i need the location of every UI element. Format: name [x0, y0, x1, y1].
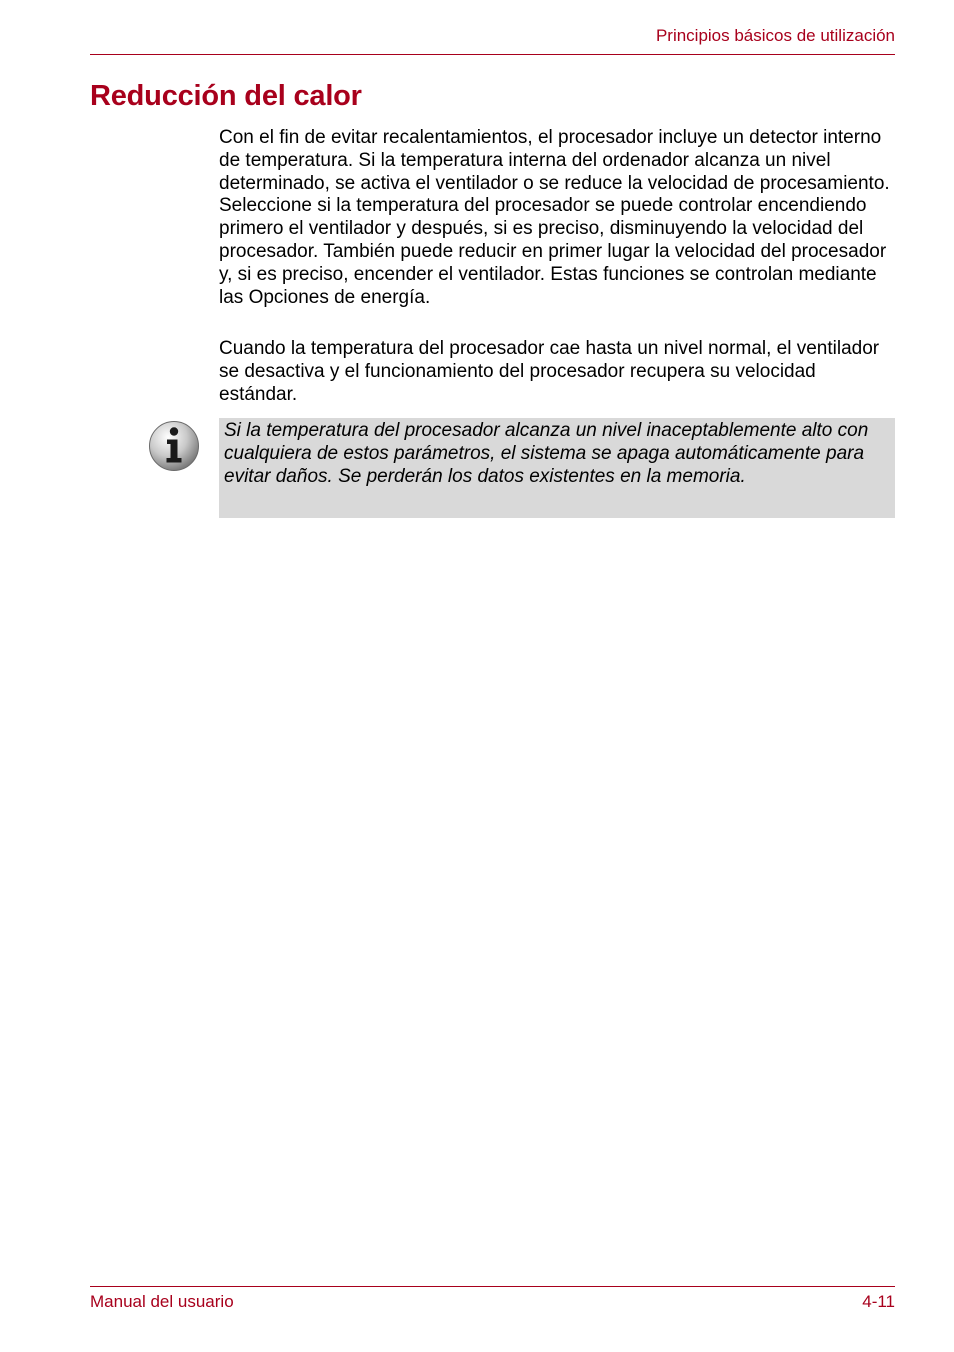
header-chapter-title: Principios básicos de utilización [655, 26, 895, 45]
section-title: Reducción del calor [90, 80, 362, 112]
note-box [219, 418, 895, 518]
header-divider [90, 54, 895, 55]
body-paragraph-1: Con el fin de evitar recalentamientos, el procesador incluye un detector interno de temperatura. Si la temperatura interna del ordenador alcanza un nivel determinado, se activa el ventilador o se reduce la velocidad de procesamiento. Seleccione si la temperatura del procesador se puede controlar encendiendo primero el ventilador y después, si es preciso, disminuyendo la velocidad del procesador. También puede reducir en primer lugar la velocidad del procesador y, si es preciso, encender el ventilador. Estas funciones se controlan mediante las Opciones de energía. [219, 127, 890, 308]
info-icon [148, 420, 200, 472]
footer-manual-name: Manual del usuario [90, 1292, 234, 1311]
body-paragraph-2: Cuando la temperatura del procesador cae hasta un nivel normal, el ventilador se desactiva y el funcionamiento del procesador recupera su velocidad estándar. [219, 338, 880, 405]
footer-divider [90, 1286, 895, 1287]
footer-page-number: 4-11 [862, 1292, 895, 1311]
note-text: Si la temperatura del procesador alcanza un nivel inaceptablemente alto con cualquiera de estos parámetros, el sistema se apaga automáticamente para evitar daños. Se perderán los datos existentes en la memoria. [224, 420, 869, 487]
